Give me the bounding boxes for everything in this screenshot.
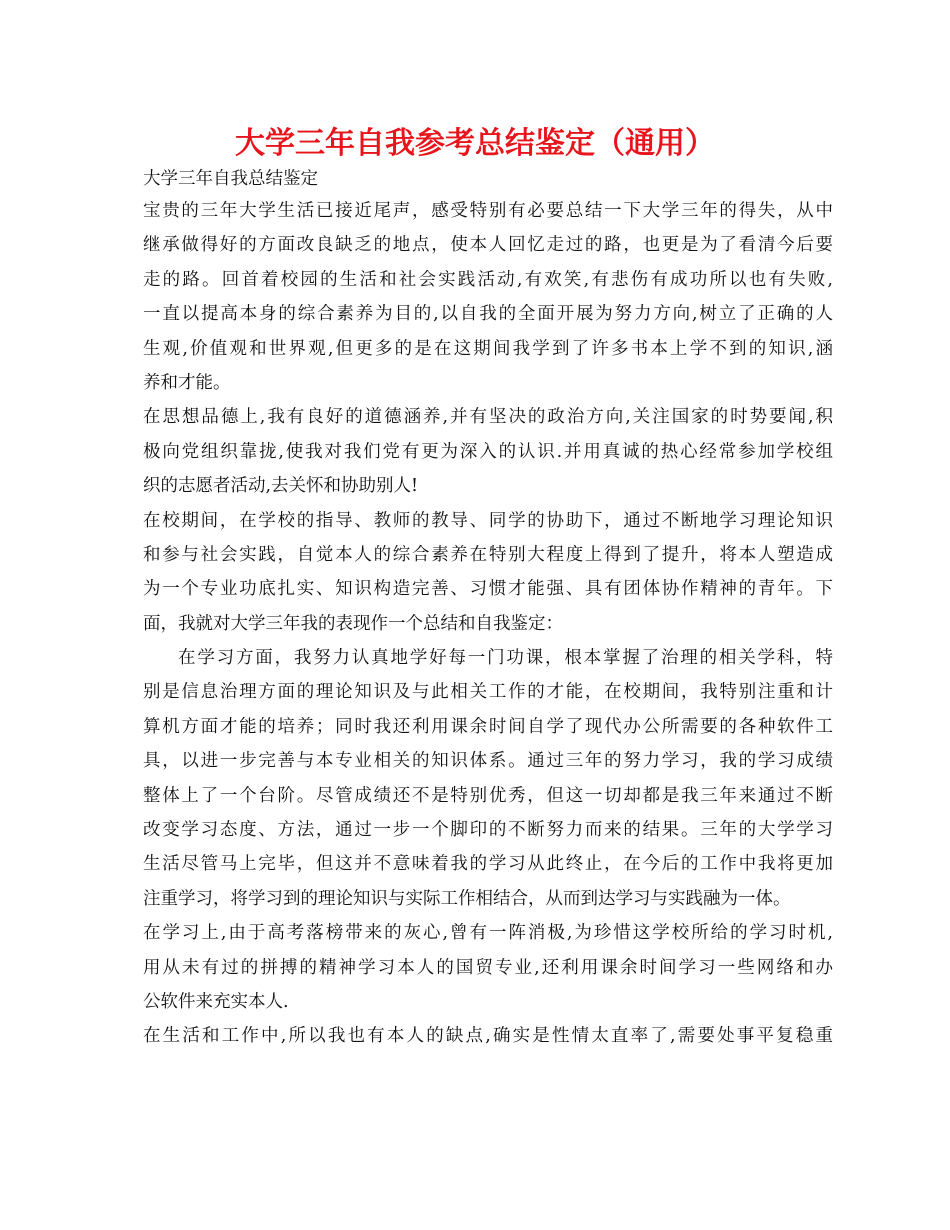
paragraph [143, 1019, 833, 1053]
text-line: 在生活和工作中,所以我也有本人的缺点,确实是性情太直率了,需要处事平复稳重 [143, 1026, 833, 1047]
text-line: 和参与社会实践，自觉本人的综合素养在特别大程度上得到了提升，将本人塑造成 [143, 544, 833, 565]
paragraph [143, 916, 833, 1019]
text-line: 具，以进一步完善与本专业相关的知识体系。通过三年的努力学习，我的学习成绩 [143, 751, 833, 772]
text-line: 在校期间，在学校的指导、教师的教导、同学的协助下，通过不断地学习理论知识 [143, 510, 833, 531]
text-line: 公软件来充实本人. [143, 991, 289, 1012]
text-line: 生观,价值观和世界观,但更多的是在这期间我学到了许多书本上学不到的知识,涵 [143, 338, 833, 359]
text-line: 极向党组织靠拢,使我对我们党有更为深入的认识.并用真诚的热心经常参加学校组 [143, 441, 833, 462]
text-line: 一直以提高本身的综合素养为目的,以自我的全面开展为努力方向,树立了正确的人 [143, 304, 833, 325]
document-subtitle: 大学三年自我总结鉴定 [143, 169, 318, 189]
paragraph [143, 641, 833, 916]
paragraph [143, 504, 833, 642]
text-line: 在学习上,由于高考落榜带来的灰心,曾有一阵消极,为珍惜这学校所给的学习时机, [143, 923, 833, 944]
paragraph [143, 400, 833, 503]
text-line: 走的路。回首着校园的生活和社会实践活动,有欢笑,有悲伤有成功所以也有失败, [143, 269, 833, 290]
text-line: 面，我就对大学三年我的表现作一个总结和自我鉴定： [143, 613, 563, 634]
text-line: 整体上了一个台阶。尽管成绩还不是特别优秀，但这一切却都是我三年来通过不断 [143, 785, 833, 806]
text-line: 宝贵的三年大学生活已接近尾声，感受特别有必要总结一下大学三年的得失，从中 [143, 201, 833, 221]
text-line: 在学习方面，我努力认真地学好每一门功课，根本掌握了治理的相关学科，特 [178, 648, 833, 669]
text-line: 继承做得好的方面改良缺乏的地点，使本人回忆走过的路，也更是为了看清今后要 [143, 235, 833, 256]
text-line: 生活尽管马上完毕，但这并不意味着我的学习从此终止，在今后的工作中我将更加 [143, 854, 833, 875]
paragraph [143, 194, 833, 400]
text-line: 织的志愿者活动,去关怀和协助别人! [143, 476, 419, 497]
text-line: 注重学习，将学习到的理论知识与实际工作相结合，从而到达学习与实践融为一体。 [143, 888, 791, 909]
text-line: 养和才能。 [143, 372, 231, 393]
text-line: 算机方面才能的培养；同时我还利用课余时间自学了现代办公所需要的各种软件工 [143, 716, 833, 737]
document-body [143, 164, 833, 1054]
text-line: 别是信息治理方面的理论知识及与此相关工作的才能，在校期间，我特别注重和计 [143, 682, 833, 703]
text-line: 为一个专业功底扎实、知识构造完善、习惯才能强、具有团体协作精神的青年。下 [143, 579, 833, 600]
text-line: 用从未有过的拼搏的精神学习本人的国贸专业,还利用课余时间学习一些网络和办 [143, 957, 833, 978]
text-line: 在思想品德上,我有良好的道德涵养,并有坚决的政治方向,关注国家的时势要闻,积 [143, 407, 833, 428]
document-title: 大学三年自我参考总结鉴定（通用） [235, 126, 715, 161]
text-line: 改变学习态度、方法，通过一步一个脚印的不断努力而来的结果。三年的大学学习 [143, 820, 833, 841]
